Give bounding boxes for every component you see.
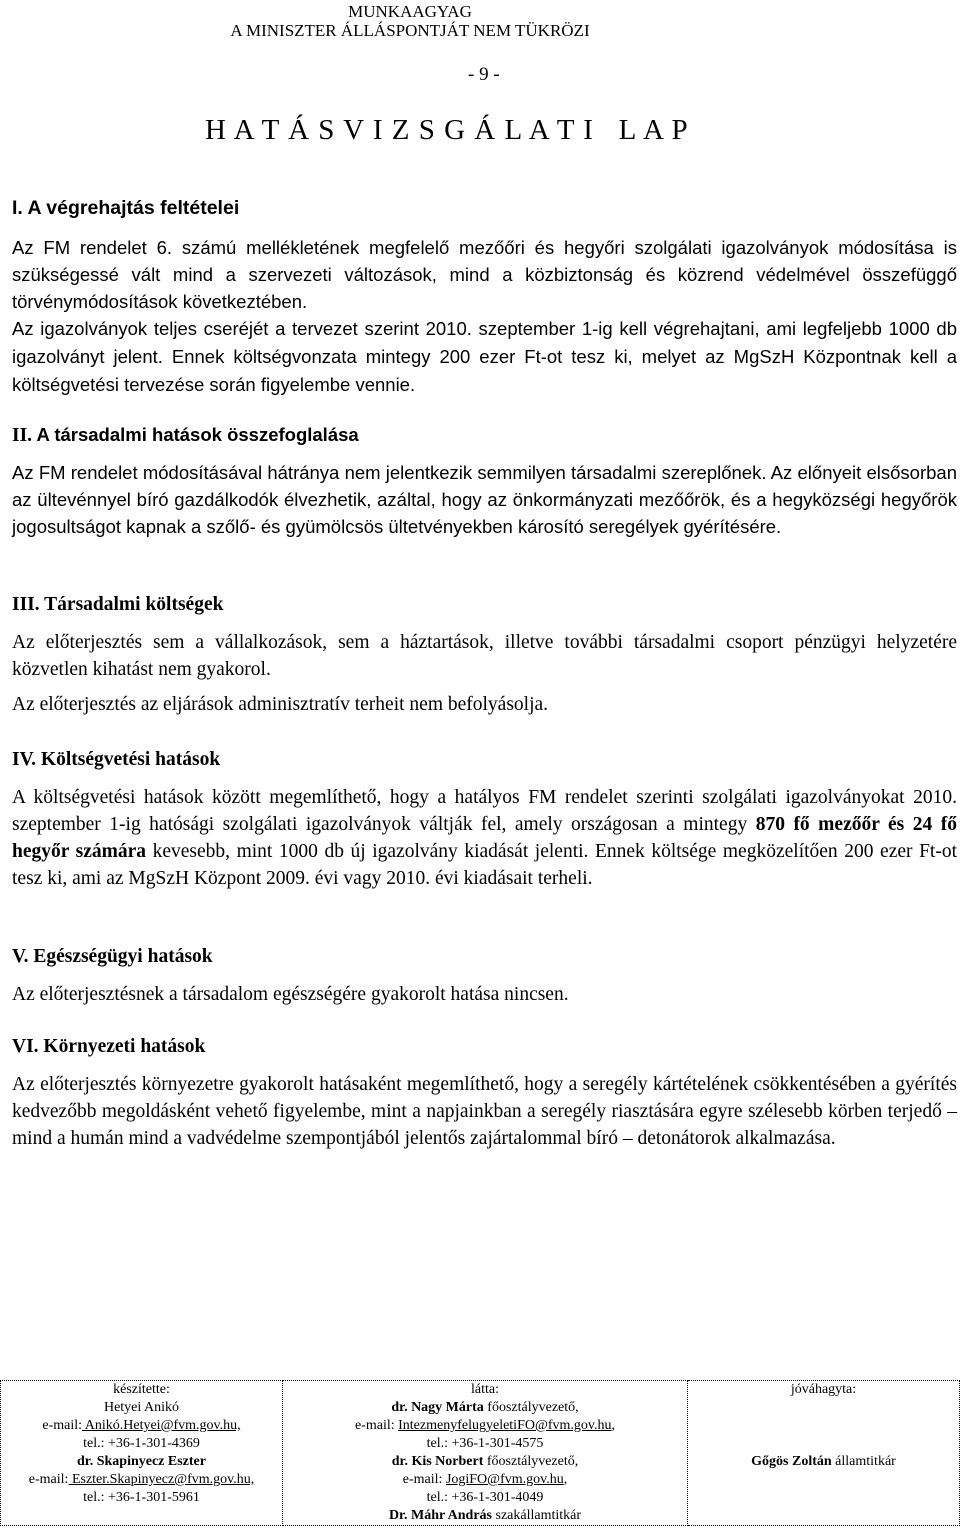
page-number: - 9 -	[468, 64, 500, 85]
section-3-paragraph-2: Az előterjesztés az eljárások adminisztratív terheit nem befolyásolja.	[12, 694, 549, 715]
approver	[690, 1453, 957, 1471]
author-2-email	[3, 1471, 280, 1489]
section-4	[12, 746, 957, 892]
section-2-heading-num: II.	[12, 425, 33, 446]
section-2-heading-text: A társadalmi hatások összefoglalása	[32, 424, 359, 445]
author-1-email-label: e-mail:	[42, 1418, 83, 1433]
document-title: H A T Á S V I Z S G Á L A T I L A P	[205, 114, 689, 146]
reviewer-1-email-link[interactable]: IntezmenyfelugyeletiFO@fvm.gov.hu	[398, 1418, 612, 1433]
section-3	[12, 591, 957, 718]
author-2-phone: tel.: +36-1-301-5961	[83, 1490, 200, 1505]
section-5	[12, 943, 957, 1008]
section-4-p1-bold: 870 fő mezőőr és 24 fő hegyőr számára	[12, 814, 957, 862]
section-3-paragraph-1: Az előterjesztés sem a vállalkozások, sem a háztartások, illetve további társadalmi csoport pénzügyi helyzetére közvetlen kihatást nem gyakorol.	[12, 632, 957, 680]
author-2-email-link[interactable]: Eszter.Skapinyecz@fvm.gov.hu,	[68, 1472, 255, 1487]
author-1-phone: tel.: +36-1-301-4369	[83, 1436, 200, 1451]
reviewer-1-email	[285, 1417, 685, 1435]
section-4-p1-a: A költségvetési hatások között megemlíthető, hogy a hatályos FM rendelet szerinti szolgálati igazolványokat 2010. szeptember 1-ig hatósági szolgálati igazolványok váltják fel, amely országosan a mintegy	[12, 787, 957, 835]
section-1-paragraph-2	[12, 315, 957, 399]
section-1-heading: I. A végrehajtás feltételei	[12, 197, 240, 219]
section-5-heading: V. Egészségügyi hatások	[12, 946, 213, 967]
author-1-email	[3, 1417, 280, 1435]
section-3-heading: III. Társadalmi költségek	[12, 594, 224, 615]
prepared-by-heading: készítette:	[113, 1382, 170, 1397]
section-1-paragraph-1: Az FM rendelet 6. számú mellékletének megfelelő mezőőri és hegyőri szolgálati igazolványok módosítása is szükségessé vált mind a szervezeti változások, mind a közbiztonság és közrend védelmével összefüggő törvénymódosítások következtében.	[12, 237, 957, 312]
section-2	[12, 421, 957, 449]
approver-role: államtitkár	[831, 1454, 896, 1469]
author-2-email-label: e-mail:	[28, 1472, 69, 1487]
section-1-body	[12, 234, 957, 399]
reviewer-1	[285, 1399, 685, 1417]
section-1	[12, 195, 957, 222]
signature-col-approved-by	[688, 1381, 960, 1526]
section-4-paragraph-1	[12, 784, 957, 892]
reviewer-2-name: dr. Kis Norbert	[391, 1454, 484, 1469]
section-6	[12, 1033, 957, 1152]
reviewer-1-phone: tel.: +36-1-301-4575	[426, 1436, 544, 1451]
reviewer-1-role: főosztályvezető,	[483, 1400, 579, 1415]
reviewer-1-email-label: e-mail:	[354, 1418, 399, 1433]
reviewer-1-name: dr. Nagy Márta	[391, 1400, 484, 1415]
reviewer-2	[285, 1453, 685, 1471]
author-1-name: Hetyei Anikó	[103, 1400, 180, 1415]
reviewer-2-email-label: e-mail:	[402, 1472, 446, 1487]
author-1-email-link[interactable]: Anikó.Hetyei@fvm.gov.hu,	[82, 1418, 241, 1433]
signature-table	[0, 1380, 960, 1526]
section-6-heading: VI. Környezeti hatások	[12, 1036, 206, 1057]
reviewer-3-role: szakállamtitkár	[492, 1508, 582, 1523]
section-6-paragraph-1: Az előterjesztés környezetre gyakorolt hatásaként megemlíthető, hogy a seregély kártételének csökkentésében a gyérítés kedvezőbb megoldásként vehető figyelembe, mint a napjainkban a seregély riasztására egyre szélesebb körben terjedő – mind a humán mind a vadvédelme szempontjából jelentős zajártalommal bíró – detonátorok alkalmazása.	[12, 1074, 957, 1149]
section-1-p2-sans: Az igazolványok teljes cseréjét a tervezet szerint 2010. szeptember 1-ig kell végrehajtani, ami legfeljebb 1000 db igazolványt jelent.	[12, 318, 957, 367]
section-5-paragraph-1: Az előterjesztésnek a társadalom egészségére gyakorolt hatása nincsen.	[12, 984, 569, 1005]
approved-by-heading: jóváhagyta:	[790, 1382, 857, 1397]
reviewer-3-name: Dr. Máhr András	[388, 1508, 493, 1523]
section-2-paragraph-1: Az FM rendelet módosításával hátránya nem jelentkezik semmilyen társadalmi szereplőnek. Az előnyeit elsősorban az ültevénnyel bíró gazdálkodók élvezhetik, azáltal, hogy az önkormányzati mezőőrök, és a hegyközségi hegyőrök jogosultságot kapnak a szőlő- és gyümölcsös ültetvényekben károsító seregélyek gyérítésére.	[12, 462, 957, 537]
header-draft-label: MUNKAAGYAG	[348, 2, 472, 21]
section-1-p2-cont: Ennek költségvonzata mintegy 200 ezer Ft-ot tesz ki, melyet az MgSzH Központnak kell a költségvetési tervezése során figyelembe vennie.	[12, 346, 957, 395]
reviewer-2-email-link[interactable]: JogiFO@fvm.gov.hu	[445, 1472, 564, 1487]
reviewer-3	[285, 1507, 685, 1525]
header-disclaimer: A MINISZTER ÁLLÁSPONTJÁT NEM TÜKRÖZI	[230, 21, 590, 40]
approver-name: Gőgös Zoltán	[751, 1454, 832, 1469]
section-2-heading	[12, 421, 957, 449]
section-4-p1-c: kevesebb, mint 1000 db új igazolvány kiadását jelenti. Ennek költsége megközelítően 200 ezer Ft-ot tesz ki, ami az MgSzH Központ 2009. évi vagy 2010. évi kiadásait terheli.	[12, 841, 957, 889]
reviewer-2-email	[285, 1471, 685, 1489]
author-2-name: dr. Skapinyecz Eszter	[77, 1454, 206, 1469]
reviewed-by-heading: látta:	[471, 1382, 499, 1397]
section-2-body	[12, 459, 957, 540]
signature-col-prepared-by	[1, 1381, 283, 1526]
section-4-heading: IV. Költségvetési hatások	[12, 749, 221, 770]
reviewer-2-role: főosztályvezető,	[483, 1454, 579, 1469]
reviewer-1-email-tail: ,	[611, 1418, 616, 1433]
reviewer-2-phone: tel.: +36-1-301-4049	[426, 1490, 544, 1505]
reviewer-2-email-tail: ,	[563, 1472, 568, 1487]
signature-col-reviewed-by	[283, 1381, 688, 1526]
